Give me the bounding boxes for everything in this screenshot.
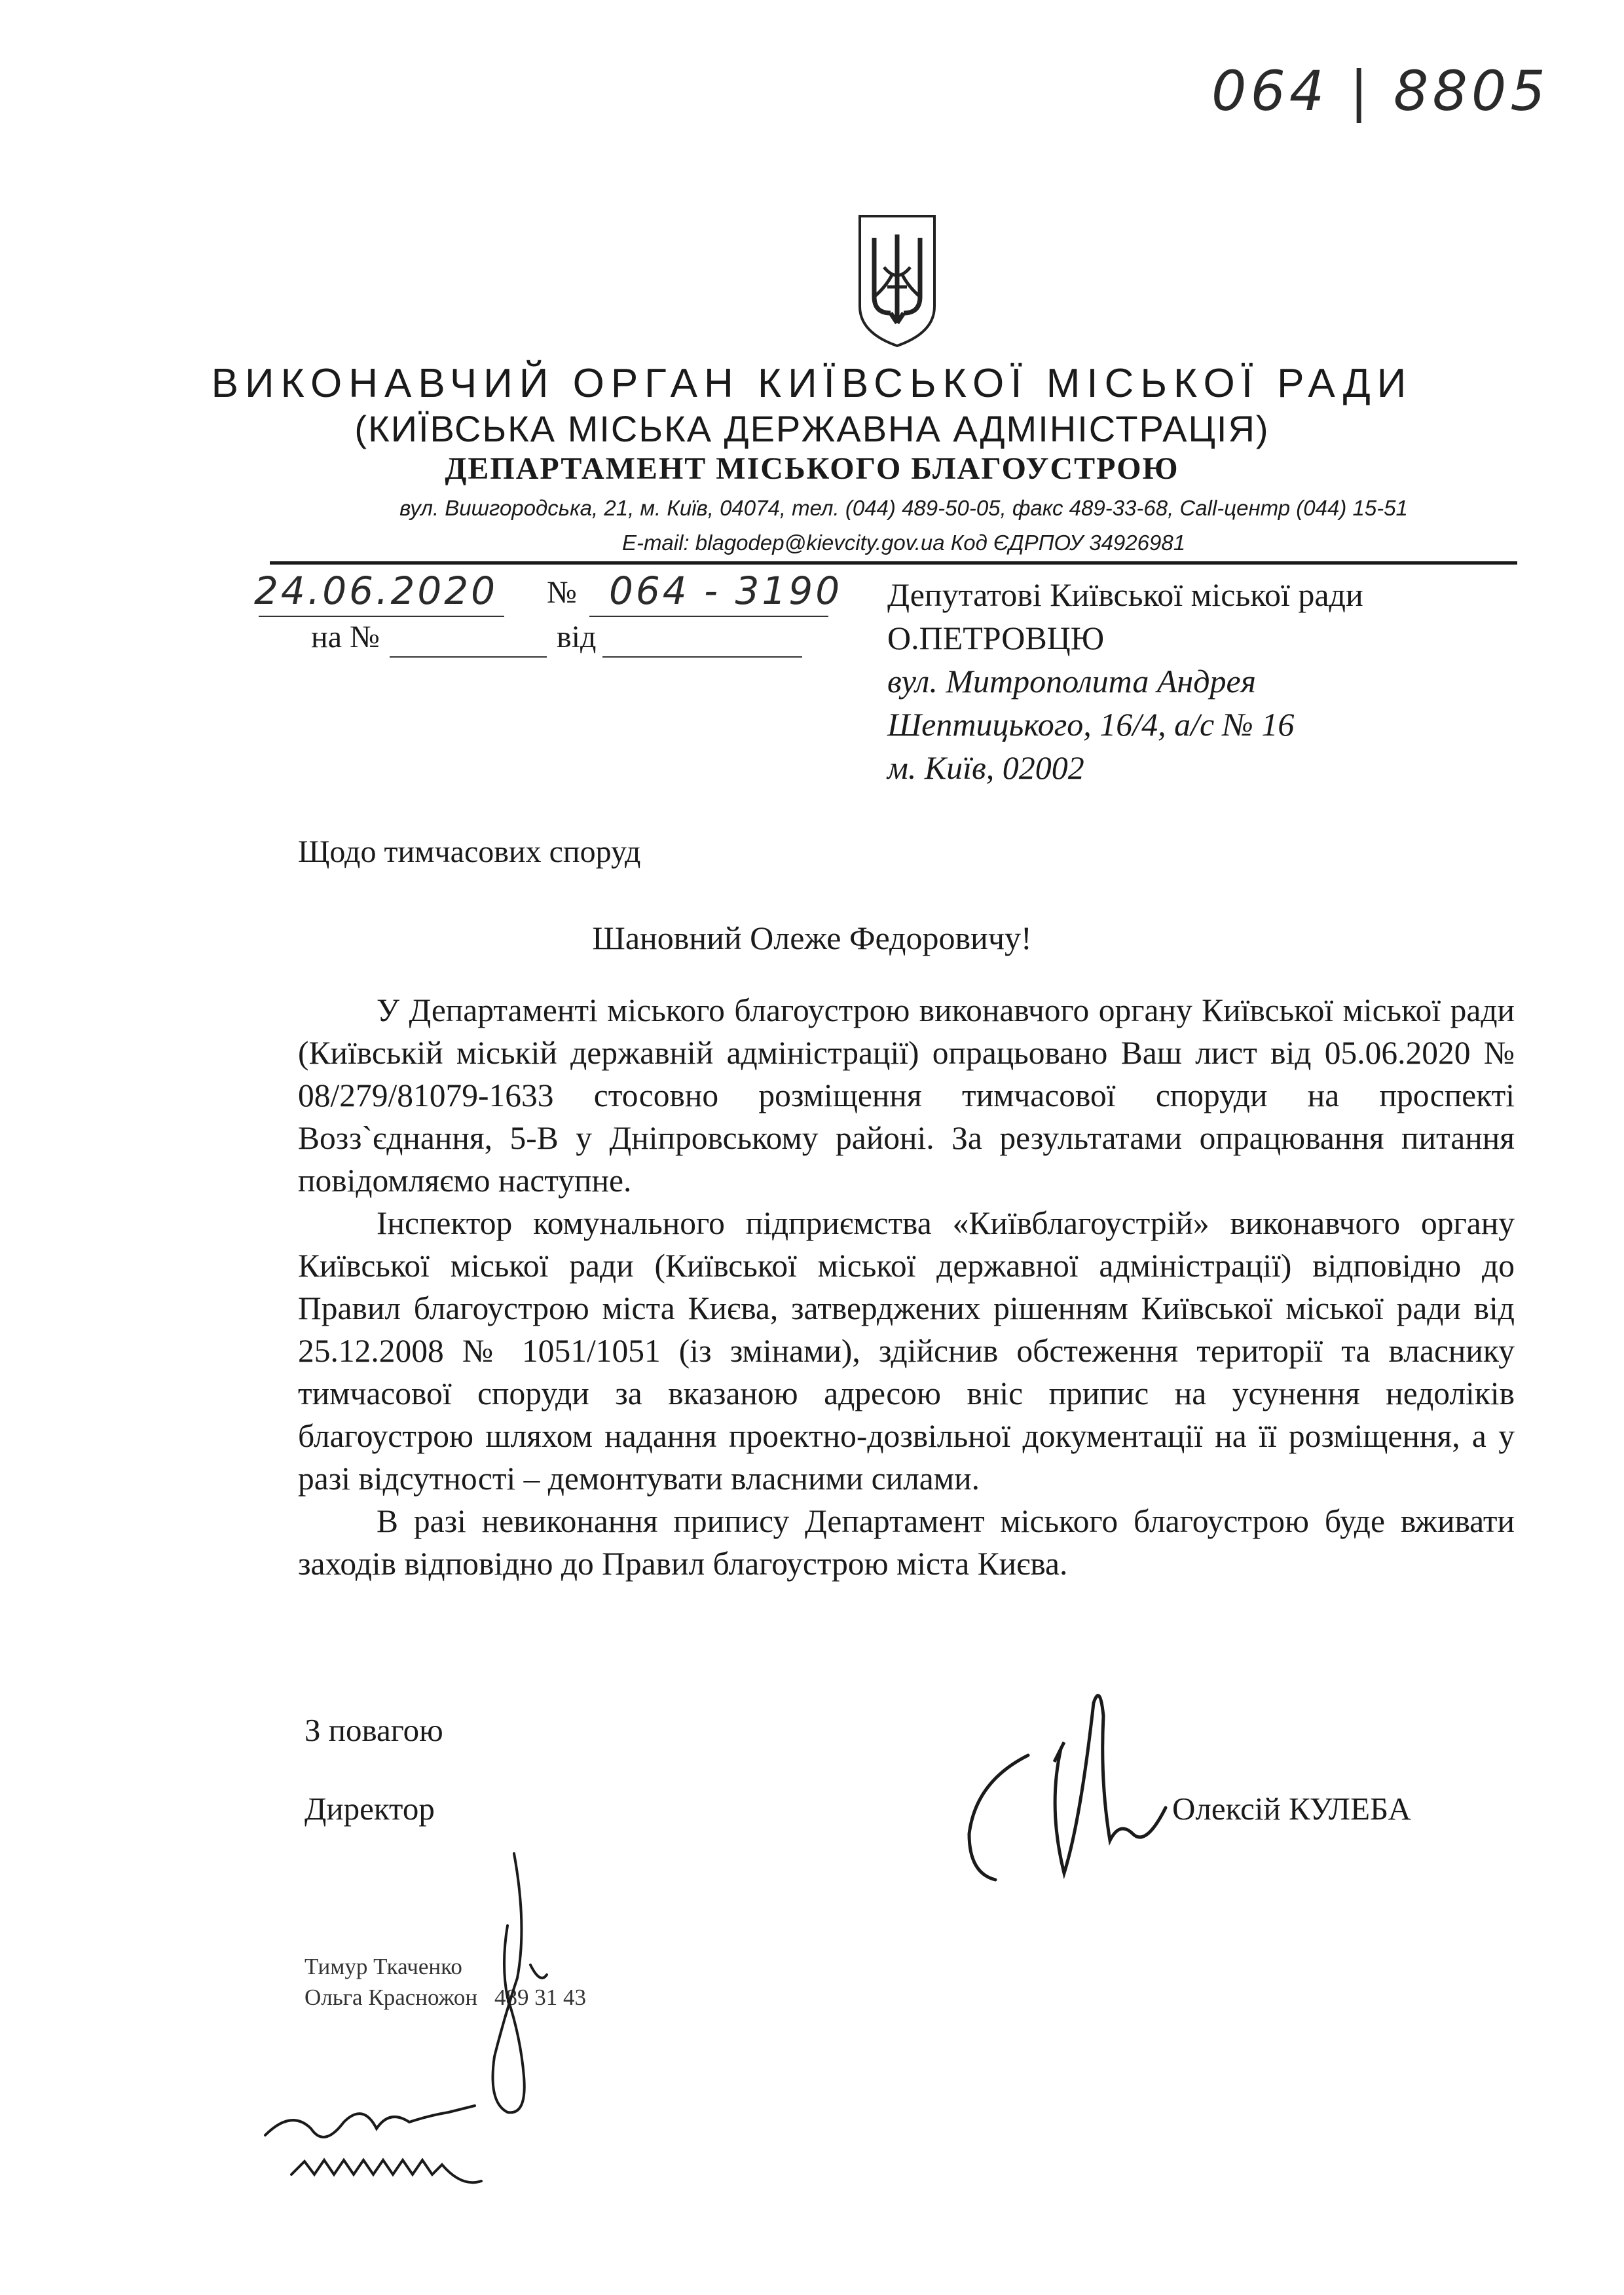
reply-date-label: від (557, 620, 597, 654)
outgoing-date: 24.06.2020 (254, 569, 498, 613)
letterhead-divider (270, 561, 1517, 565)
department-name: ДЕПАРТАМЕНТ МІСЬКОГО БЛАГОУСТРОЮ (445, 451, 1179, 486)
signatory-name: Олексій КУЛЕБА (1172, 1791, 1411, 1827)
reply-number-blank (390, 656, 547, 658)
number-label: № (547, 575, 577, 610)
letterhead-address: вул. Вишгородська, 21, м. Київ, 04074, тел. (044) 489-50-05, факс 489-33-68, Call-центр (044) 15-51 (399, 496, 1408, 520)
letter-body (298, 989, 1515, 1585)
letterhead-email: E-mail: blagodep@kievcity.gov.ua Код ЄДРПОУ 34926981 (621, 531, 1186, 555)
recipient-title: Депутатові Київської міської ради (887, 576, 1363, 613)
approval-signature (252, 2083, 540, 2194)
number-underline (589, 616, 828, 617)
letter-subject: Щодо тимчасових споруд (298, 834, 641, 869)
reply-to-label: на № (311, 620, 380, 654)
recipient-address-line2: Шептицького, 16/4, а/с № 16 (887, 706, 1295, 743)
recipient-name: О.ПЕТРОВЦЮ (887, 620, 1105, 656)
signatory-position: Директор (304, 1791, 435, 1827)
body-paragraph-2: Інспектор комунального підприємства «Київблагоустрій» виконавчого органу Київської міської ради (Київської міської державної адміністрації) відповідно до Правил благоустрою міста Києва, затверджених рішенням Київської міської ради від 25.12.2008 № 1051/1051 (із змінами), здійснив обстеження території та власнику тимчасової споруди за вказаною адресою вніс припис на усунення недоліків благоустрою шляхом надання проектно-дозвільної документації на її розміщення, а у разі відсутності – демонтувати власними силами. (298, 1205, 1515, 1497)
executor-name-2: Ольга Красножон (304, 1985, 478, 2010)
executor-signature (468, 1847, 553, 2122)
coat-of-arms-trident-icon (855, 208, 940, 349)
org-name-line2: (КИЇВСЬКА МІСЬКА ДЕРЖАВНА АДМІНІСТРАЦІЯ) (354, 408, 1270, 449)
salutation: Шановний Олеже Федоровичу! (592, 920, 1032, 956)
director-signature (950, 1677, 1225, 1893)
reply-date-blank (602, 656, 802, 658)
recipient-address-line1: вул. Митрополита Андрея (887, 663, 1256, 700)
outgoing-number: 064 - 3190 (609, 569, 843, 613)
date-underline (259, 616, 504, 617)
body-paragraph-3: В разі невиконання припису Департамент міського благоустрою буде вживати заходів відповідно до Правил благоустрою міста Києва. (298, 1503, 1515, 1582)
body-paragraph-1: У Департаменті міського благоустрою виконавчого органу Київської міської ради (Київській міській державній адміністрації) опрацьовано Ваш лист від 05.06.2020 № 08/279/81079-1633 стосовно розміщення тимчасової споруди на проспекті Возз`єднання, 5-В у Дніпровському районі. За результатами опрацювання питання повідомляємо наступне. (298, 992, 1515, 1199)
executor-name-1: Тимур Ткаченко (304, 1954, 462, 1979)
closing-regards: З повагою (304, 1712, 443, 1748)
org-name-line1: ВИКОНАВЧИЙ ОРГАН КИЇВСЬКОЇ МІСЬКОЇ РАДИ (211, 361, 1413, 406)
recipient-address-line3: м. Київ, 02002 (887, 749, 1084, 786)
executor-phone: 489 31 43 (494, 1985, 586, 2010)
registration-number-handwritten: 064 | 8805 (1211, 59, 1549, 123)
